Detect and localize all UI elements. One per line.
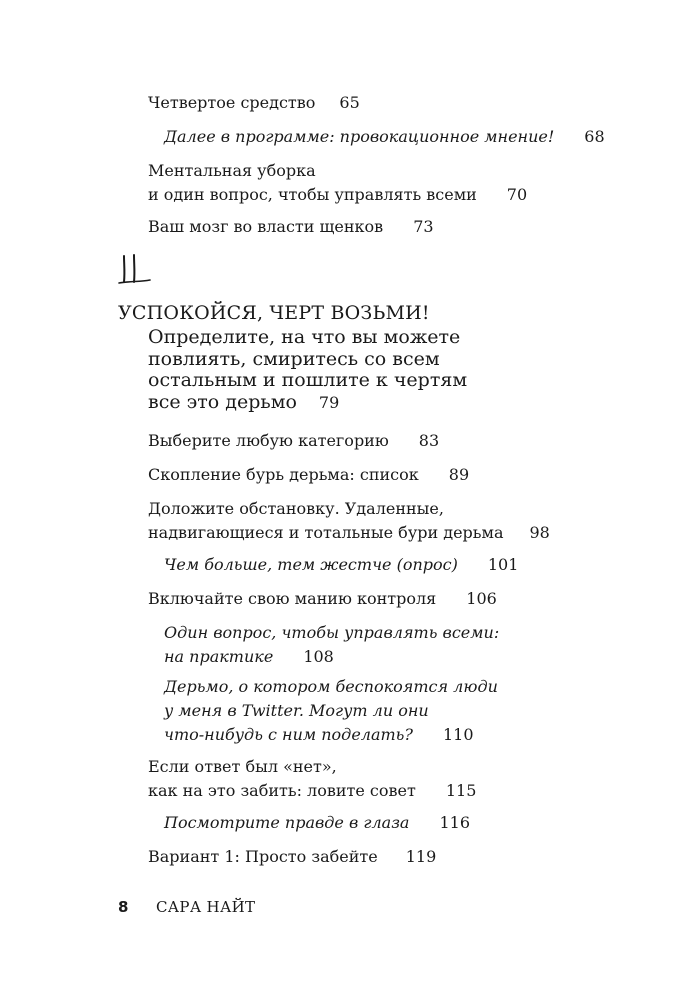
toc-entry [148, 846, 436, 868]
toc-entry-title: Вариант 1: Просто забейте [148, 847, 378, 866]
toc-entry [148, 216, 434, 238]
toc-entry-title: Чем больше, тем жестче (опрос) [164, 555, 458, 574]
chapter-subtitle-line: все это дерьмо [148, 390, 297, 413]
toc-entry-page: 101 [487, 555, 519, 574]
toc-entry-title-line: как на это забить: ловите совет [148, 781, 416, 800]
toc-entry-page: 83 [418, 431, 440, 450]
toc-entry-title-line: что-нибудь с ним поделать? [164, 725, 413, 744]
toc-entry-page: 98 [529, 523, 550, 542]
toc-entry-title: Выберите любую категорию [148, 431, 389, 450]
toc-entry-title-line: Доложите обстановку. Удаленные, [148, 499, 444, 518]
toc-entry-title: Скопление бурь дерьма: список [148, 465, 419, 484]
toc-entry-title-line: и один вопрос, чтобы управлять всеми [148, 185, 477, 204]
toc-entry-page: 106 [466, 589, 497, 608]
toc-entry [164, 676, 498, 746]
running-footer-author: САРА НАЙТ [156, 898, 256, 916]
toc-entry-page: 68 [584, 127, 605, 146]
toc-entry-title-line: Если ответ был «нет», [148, 757, 337, 776]
toc-entry-title: Посмотрите правде в глаза [164, 813, 410, 832]
chapter-subtitle-line: Определите, на что вы можете [148, 326, 461, 348]
toc-entry-page: 70 [506, 185, 528, 204]
chapter-subtitle [148, 327, 467, 413]
toc-entry-page: 116 [439, 813, 471, 832]
toc-entry [148, 756, 476, 802]
toc-entry [164, 812, 470, 834]
toc-entry-title-line: у меня в Twitter. Могут ли они [164, 701, 429, 720]
toc-entry-title: Четвертое средство [148, 93, 316, 112]
toc-entry-page: 108 [303, 647, 334, 666]
toc-entry [164, 126, 605, 148]
toc-entry-title: Ваш мозг во власти щенков [148, 217, 384, 236]
toc-entry-title-line: Один вопрос, чтобы управлять всеми: [164, 623, 500, 642]
toc-entry [148, 588, 497, 610]
toc-entry [148, 498, 550, 544]
toc-entry-title-line: Ментальная уборка [148, 161, 316, 180]
toc-entry [148, 430, 439, 452]
toc-entry [148, 92, 360, 114]
toc-entry-page: 115 [445, 781, 477, 800]
toc-entry-page: 89 [448, 465, 470, 484]
toc-entry [164, 554, 518, 576]
toc-entry [148, 464, 469, 486]
toc-entry-title: Далее в программе: провокационное мнение! [164, 127, 555, 146]
chapter-numeral-mark [116, 252, 156, 286]
chapter-subtitle-line: остальным и пошлите к чертям [148, 369, 468, 391]
chapter-subtitle-page: 79 [318, 392, 340, 412]
toc-entry-page: 65 [339, 93, 360, 112]
toc-entry-page: 119 [405, 847, 437, 866]
chapter-subtitle-line: повлиять, смиритесь со всем [148, 347, 440, 370]
toc-entry-title: Включайте свою манию контроля [148, 589, 437, 608]
toc-entry-page: 110 [442, 725, 474, 744]
toc-entry [164, 622, 499, 668]
toc-entry-page: 73 [413, 217, 434, 236]
page-number: 8 [118, 898, 129, 916]
toc-entry-title-line: надвигающиеся и тотальные бури дерьма [148, 523, 504, 542]
toc-entry-title-line: Дерьмо, о котором беспокоятся люди [164, 677, 498, 696]
toc-entry-title-line: на практике [164, 647, 274, 666]
toc-entry [148, 160, 527, 206]
chapter-title: УСПОКОЙСЯ, ЧЕРТ ВОЗЬМИ! [118, 302, 430, 324]
